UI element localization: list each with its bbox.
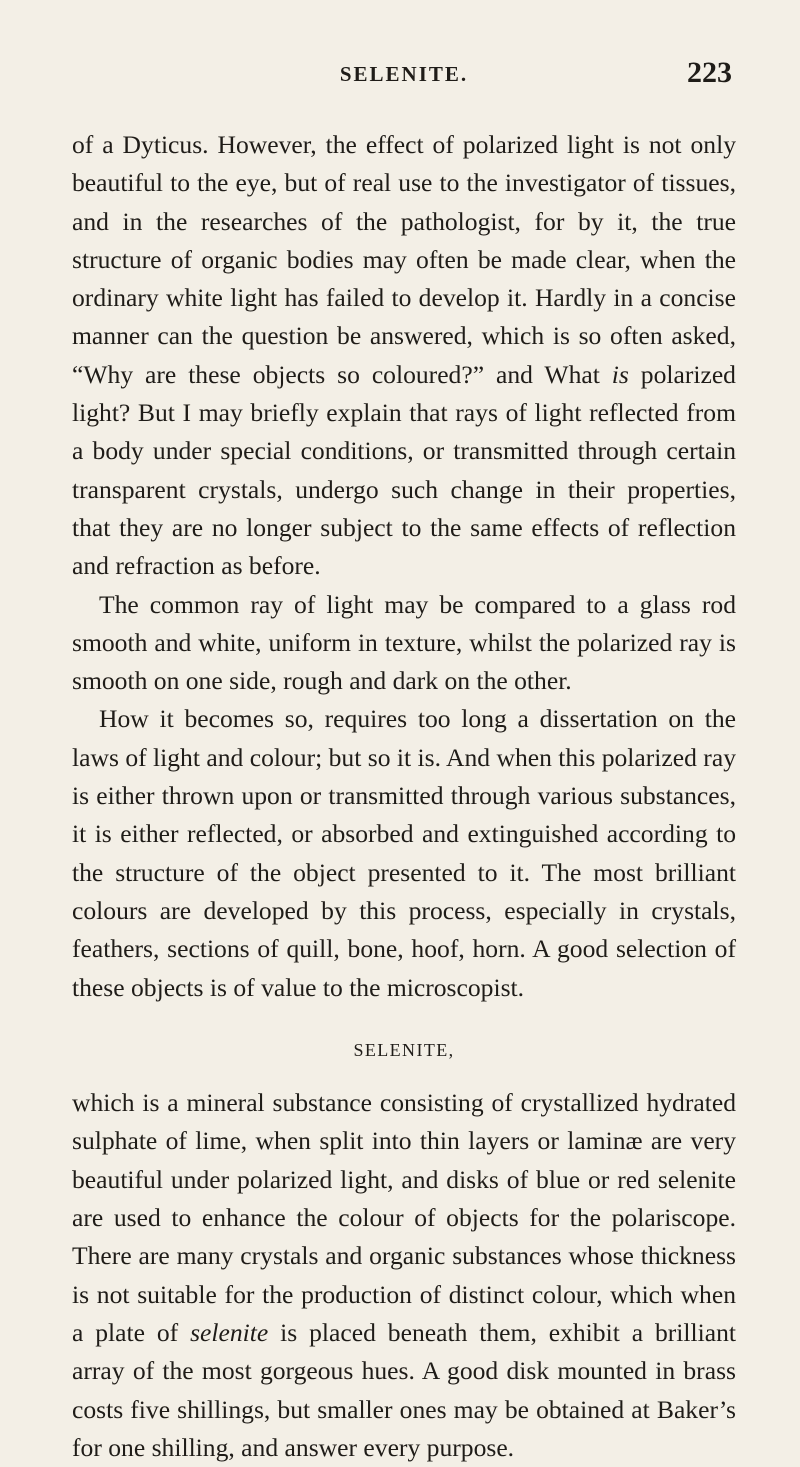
italic-selenite: selenite — [190, 1317, 269, 1347]
paragraph-polarized-light-intro — [72, 126, 736, 586]
italic-emphasis: is — [611, 359, 629, 389]
section-heading: SELENITE, — [353, 1039, 455, 1060]
page-number: 223 — [687, 56, 732, 89]
body-text — [72, 126, 736, 1467]
paragraph-text: of a Dyticus. However, the effect of polarized light is not only beautiful to the eye, but of real use to the investigator of tissues, and in the researches of the pathologist, for by it, the true structure of organic bodies may often be made clear, when the ordinary white light has failed to develop it. Hardly in a concise manner can the question be answered, which is so often asked, “Why are these objects so coloured?” and What — [72, 130, 736, 389]
running-head — [72, 52, 736, 92]
paragraph-text: polarized light? But I may briefly explain that rays of light reflected from a body under special conditions, or transmitted through certain transparent crystals, undergo such change in their properties, that they are no longer subject to the same effects of reflection and refraction as before. — [72, 359, 736, 581]
running-title: SELENITE. — [339, 62, 469, 86]
paragraph-selenite — [72, 1084, 736, 1467]
paragraph-text: which is a mineral substance consisting of crystallized hydrated sulphate of lime, when split into thin layers or laminæ are very beautiful under polarized light, and disks of blue or red selenite are used to enhance the colour of objects for the polariscope. There are many crystals and organic substances whose thickness is not suitable for the production of distinct colour, which when a plate of — [72, 1088, 736, 1347]
paragraph-glass-rod-comparison: The common ray of light may be compared to a glass rod smooth and white, uniform in texture, whilst the polarized ray is smooth on one side, rough and dark on the other. — [72, 589, 736, 696]
paragraph-polarized-ray: How it becomes so, requires too long a dissertation on the laws of light and colour; but so it is. And when this polarized ray is either thrown upon or transmitted through various substances, it is either reflected, or absorbed and extinguished according to the structure of the object presented to it. The most brilliant colours are developed by this process, especially in crystals, feathers, sections of quill, bone, hoof, horn. A good selection of these objects is of value to the microscopist. — [72, 704, 736, 1002]
paragraph-text: is placed beneath them, exhibit a brilliant array of the most gorgeous hues. A good disk mounted in brass costs five shillings, but smaller ones may be obtained at Baker’s for one shilling, and answer every purpose. — [72, 1317, 736, 1462]
